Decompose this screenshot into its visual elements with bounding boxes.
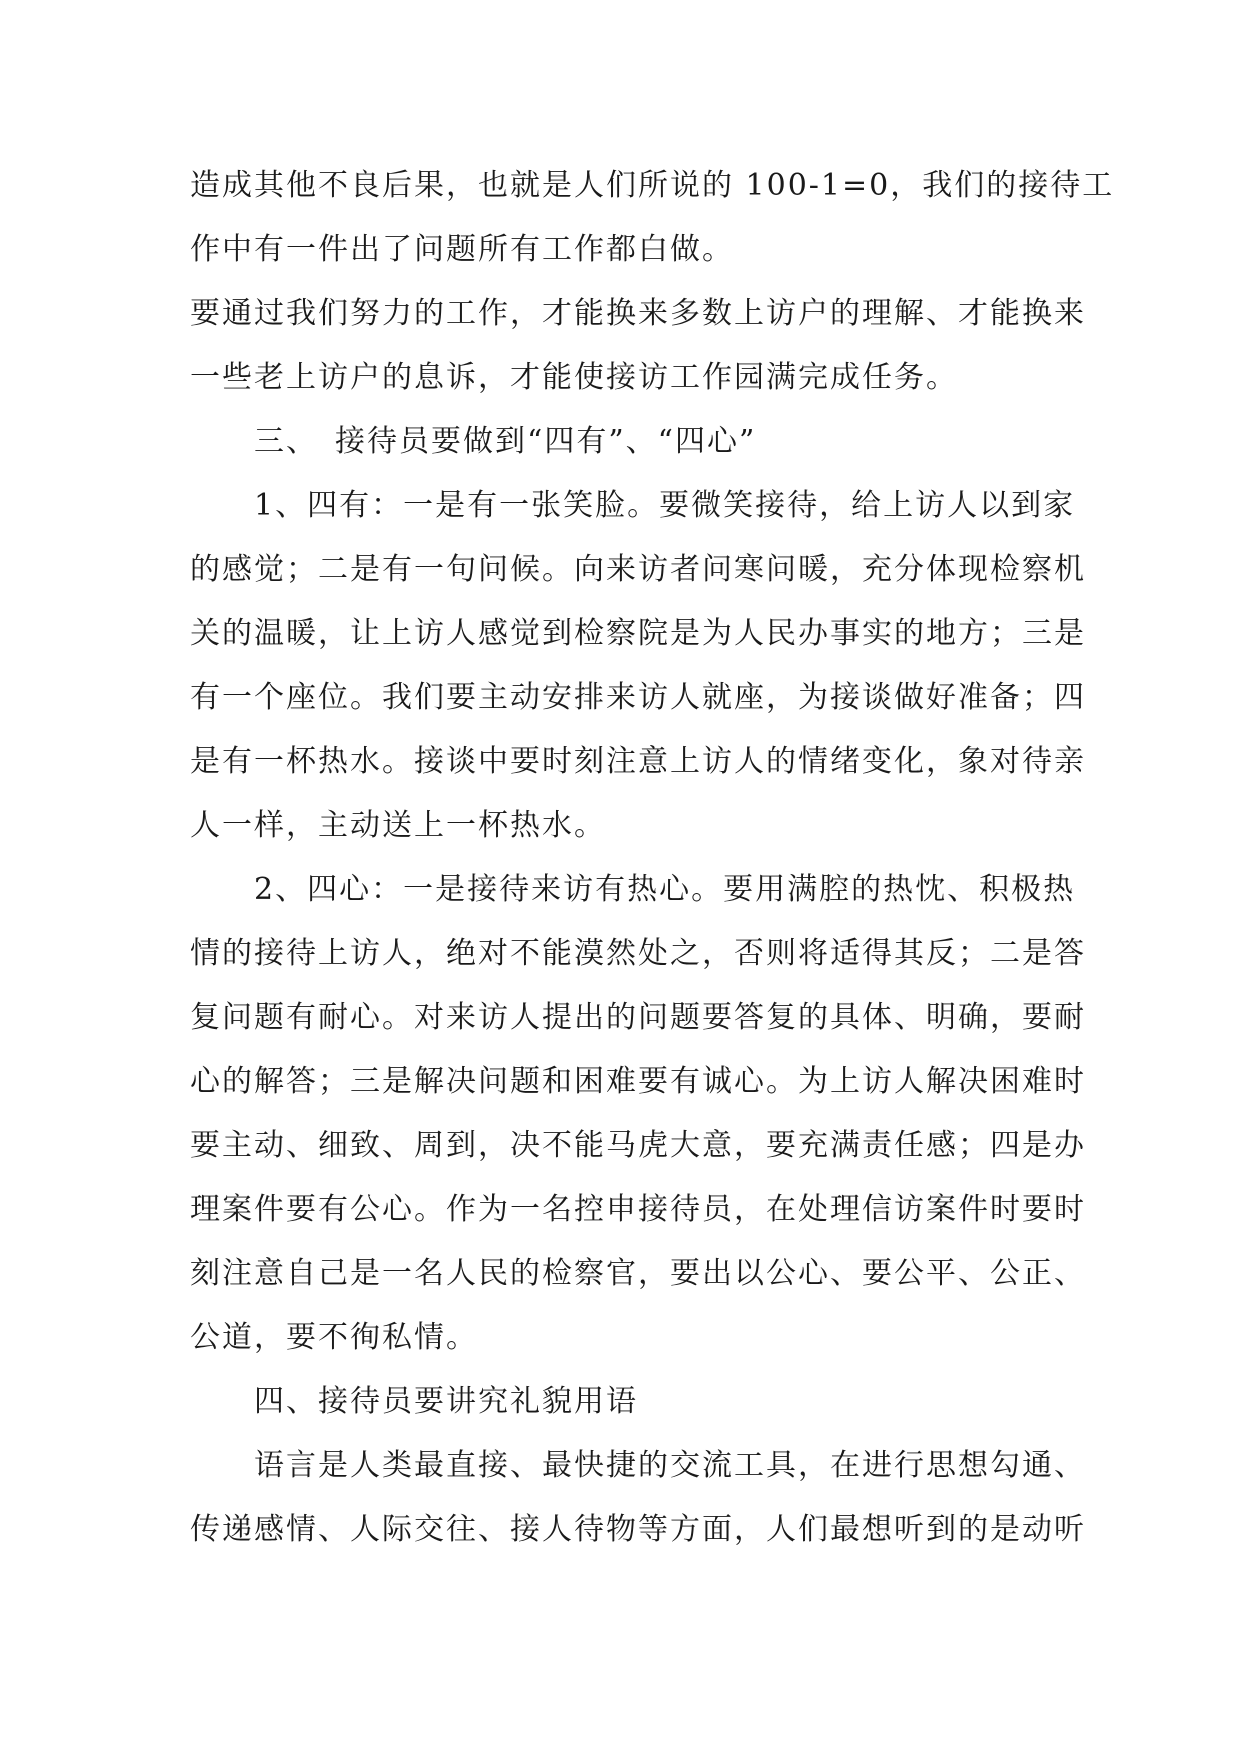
section-heading-4: 四、接待员要讲究礼貌用语 (254, 1384, 638, 1419)
document-body (190, 154, 1115, 1562)
text-line: 有一个座位。我们要主动安排来访人就座，为接谈做好准备；四 (190, 680, 1086, 715)
text-line: 公道，要不徇私情。 (190, 1320, 478, 1355)
text-line: 一些老上访户的息诉，才能使接访工作园满完成任务。 (190, 360, 958, 395)
text-line: 关的温暖，让上访人感觉到检察院是为人民办事实的地方；三是 (190, 616, 1086, 651)
text-line: 人一样，主动送上一杯热水。 (190, 808, 606, 843)
text-line: 刻注意自己是一名人民的检察官，要出以公心、要公平、公正、 (190, 1256, 1086, 1291)
section-heading-3: 三、 接待员要做到“四有”、“四心” (254, 424, 757, 459)
text-line: 是有一杯热水。接谈中要时刻注意上访人的情绪变化，象对待亲 (190, 744, 1086, 779)
text-line: 要主动、细致、周到，决不能马虎大意，要充满责任感；四是办 (190, 1128, 1086, 1163)
text-line: 心的解答；三是解决问题和困难要有诚心。为上访人解决困难时 (190, 1064, 1086, 1099)
text-line: 复问题有耐心。对来访人提出的问题要答复的具体、明确，要耐 (190, 1000, 1086, 1035)
text-line: 造成其他不良后果，也就是人们所说的 100-1=0，我们的接待工 (190, 168, 1115, 203)
text-line: 2、四心：一是接待来访有热心。要用满腔的热忱、积极热 (254, 872, 1076, 907)
text-line: 要通过我们努力的工作，才能换来多数上访户的理解、才能换来 (190, 296, 1086, 331)
text-line: 的感觉；二是有一句问候。向来访者问寒问暖，充分体现检察机 (190, 552, 1086, 587)
text-line: 语言是人类最直接、最快捷的交流工具，在进行思想勾通、 (254, 1448, 1086, 1483)
text-line: 传递感情、人际交往、接人待物等方面，人们最想听到的是动听 (190, 1512, 1086, 1547)
text-line: 作中有一件出了问题所有工作都白做。 (190, 232, 734, 267)
text-line: 理案件要有公心。作为一名控申接待员，在处理信访案件时要时 (190, 1192, 1086, 1227)
text-line: 情的接待上访人，绝对不能漠然处之，否则将适得其反；二是答 (190, 936, 1086, 971)
text-line: 1、四有：一是有一张笑脸。要微笑接待，给上访人以到家 (254, 488, 1076, 523)
